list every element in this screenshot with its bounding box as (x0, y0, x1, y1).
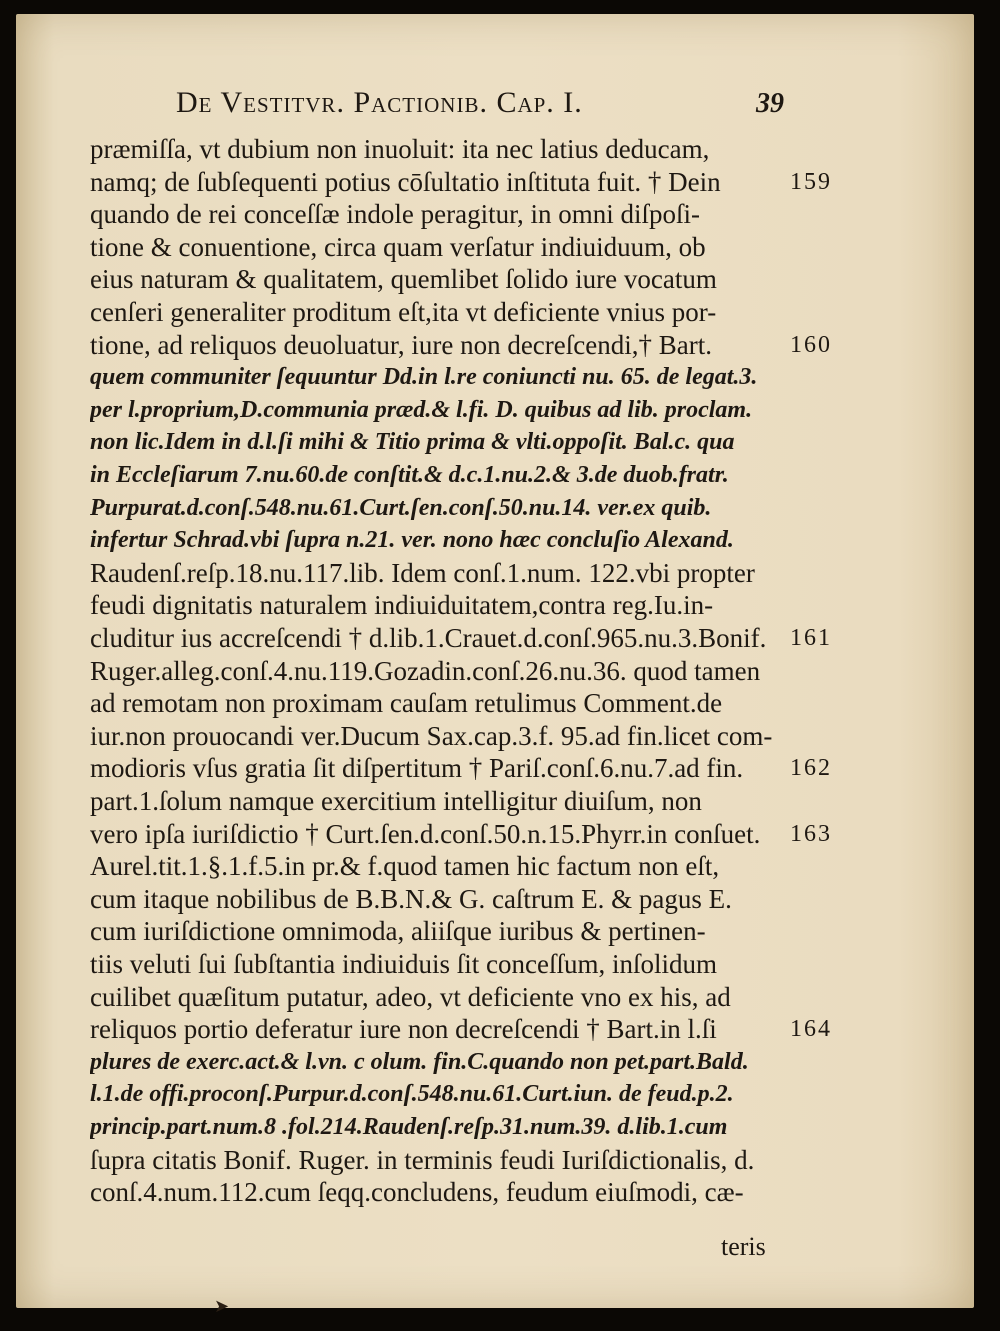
margin-number: 162 (790, 755, 832, 782)
text-line: Purpurat.d.conſ.548.nu.61.Curt.ſen.conſ.50.nu.14. ver.ex quib. (90, 494, 712, 521)
text-line: part.1.ſolum namque exercitium intelligitur diuiſum, non (90, 786, 702, 816)
text-line: l.1.de offi.proconſ.Purpur.d.conſ.548.nu.61.Curt.iun. de feud.p.2. (90, 1081, 734, 1108)
text-line: conſ.4.num.112.cum ſeqq.concludens, feudum eiuſmodi, cæ- (90, 1177, 744, 1208)
text-line: iur.non prouocandi ver.Ducum Sax.cap.3.f. 95.ad fin.licet com- (90, 720, 773, 751)
text-line: eius naturam & qualitatem, quemlibet ſolido iure vocatum (90, 264, 717, 295)
book-page (16, 14, 974, 1317)
text-line: ſupra citatis Bonif. Ruger. in terminis feudi Iuriſdictionalis, d. (90, 1144, 755, 1175)
text-line: ad remotam non proximam cauſam retulimus Comment.de (90, 688, 723, 719)
catchword: teris (721, 1232, 766, 1261)
text-line: tione, ad reliquos deuoluatur, iure non decreſcendi,† Bart. (90, 329, 712, 360)
text-line: cuilibet quæſitum putatur, adeo, vt deficiente vno ex his, ad (90, 981, 731, 1012)
bottom-ornament-mark: ➤ (214, 1296, 230, 1317)
text-line: plures de exerc.act.& l.vn. c olum. fin.C.quando non pet.part.Bald. (90, 1048, 749, 1075)
margin-number: 159 (790, 168, 832, 195)
text-line: Raudenſ.reſp.18.nu.117.lib. Idem conſ.1.num. 122.vbi propter (90, 557, 755, 588)
text-line: infertur Schrad.vbi ſupra n.21. ver. nono hæc concluſio Alexand. (90, 527, 734, 554)
text-line: quem communiter ſequuntur Dd.in l.re coniuncti nu. 65. de legat.3. (90, 364, 758, 391)
running-header: De Vestitvr. Pactionib. Cap. I. (176, 86, 583, 119)
text-line: reliquos portio deferatur iure non decreſcendi † Bart.in l.ſi (90, 1014, 717, 1045)
text-line: feudi dignitatis naturalem indiuiduitatem,contra reg.Iu.in- (90, 590, 714, 621)
text-line: cum iuriſdictione omnimoda, aliiſque iuribus & pertinen- (90, 916, 706, 947)
text-line: Ruger.alleg.conſ.4.nu.119.Gozadin.conſ.26.nu.36. quod tamen (90, 655, 761, 686)
page-number: 39 (756, 88, 784, 119)
margin-number: 160 (790, 331, 832, 358)
text-line: princip.part.num.8 .fol.214.Raudenſ.reſp.31.num.39. d.lib.1.cum (90, 1114, 728, 1140)
text-line: tione & conuentione, circa quam verſatur indiuiduum, ob (90, 231, 706, 262)
text-line: non lic.Idem in d.l.ſi mihi & Titio prima & vlti.oppoſit. Bal.c. qua (90, 429, 735, 456)
text-line: vero ipſa iuriſdictio † Curt.ſen.d.conſ.50.n.15.Phyrr.in conſuet. (90, 818, 761, 849)
text-line: quando de rei conceſſæ indole peragitur, in omni diſpoſi- (90, 199, 701, 230)
text-line: namq; de ſubſequenti potius cōſultatio inſtituta fuit. † Dein (90, 166, 721, 197)
text-line: cum itaque nobilibus de B.B.N.& G. caſtrum E. & pagus E. (90, 883, 732, 914)
text-line: cenſeri generaliter proditum eſt,ita vt deficiente vnius por- (90, 297, 717, 327)
text-line: in Eccleſiarum 7.nu.60.de conſtit.& d.c.1.nu.2.& 3.de duob.fratr. (90, 462, 729, 488)
text-line: tiis veluti ſui ſubſtantia indiuiduis ſit conceſſum, inſolidum (90, 949, 717, 979)
text-line: Aurel.tit.1.§.1.f.5.in pr.& f.quod tamen hic factum non eſt, (90, 851, 720, 882)
margin-number: 161 (790, 625, 832, 651)
text-line: modioris vſus gratia ſit diſpertitum † Pariſ.conſ.6.nu.7.ad fin. (90, 753, 744, 784)
text-line: cluditur ius accreſcendi † d.lib.1.Crauet.d.conſ.965.nu.3.Bonif. (90, 623, 767, 653)
text-line: præmiſſa, vt dubium non inuoluit: ita nec latius deducam, (90, 134, 710, 164)
text-line: per l.proprium,D.communia præd.& l.fi. D. quibus ad lib. proclam. (90, 396, 753, 423)
margin-number: 164 (790, 1016, 832, 1043)
margin-number: 163 (790, 820, 832, 847)
